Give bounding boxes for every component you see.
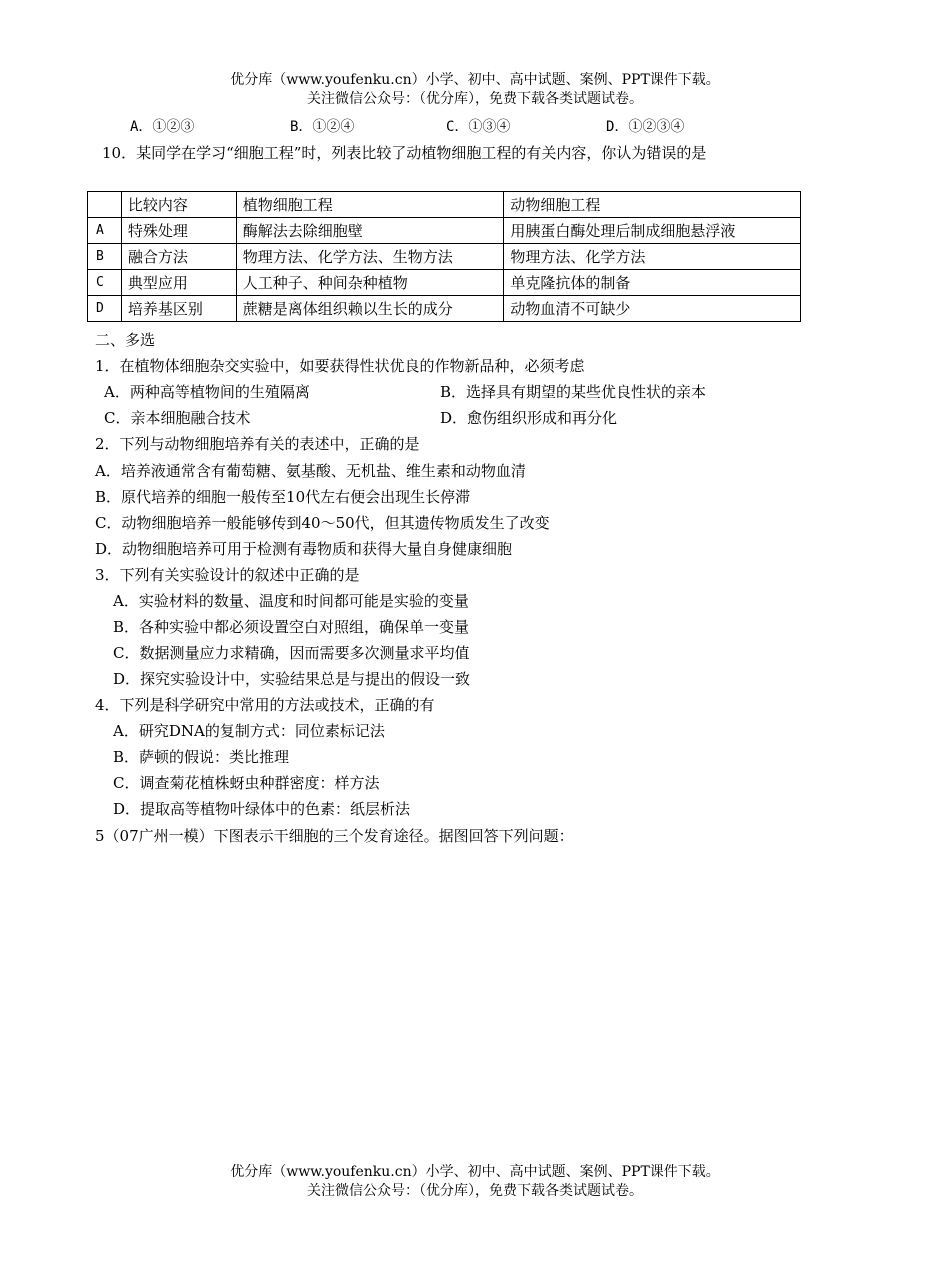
table-cell: B — [88, 244, 122, 270]
mq4-option-a: A．研究DNA的复制方式：同位素标记法 — [113, 722, 385, 740]
mq4-option-d: D．提取高等植物叶绿体中的色素：纸层析法 — [113, 800, 411, 818]
table-row — [88, 218, 801, 244]
table-cell: 特殊处理 — [121, 218, 236, 244]
q9-option-c: C．①③④ — [446, 119, 511, 135]
table-header-cell: 植物细胞工程 — [236, 192, 504, 218]
table-cell: 酶解法去除细胞壁 — [236, 218, 504, 244]
table-header-cell — [88, 192, 122, 218]
mq1-option-a: A．两种高等植物间的生殖隔离 — [104, 383, 310, 401]
table-cell: C — [88, 270, 122, 296]
q9-option-d: D．①②③④ — [606, 119, 685, 135]
table-row — [88, 296, 801, 322]
table-cell: 培养基区别 — [121, 296, 236, 322]
mq3-option-a: A．实验材料的数量、温度和时间都可能是实验的变量 — [113, 592, 469, 610]
mq4-stem: 4．下列是科学研究中常用的方法或技术，正确的有 — [95, 696, 435, 714]
mq3-option-c: C．数据测量应力求精确，因而需要多次测量求平均值 — [113, 644, 470, 662]
section-title: 二、多选 — [95, 331, 156, 349]
mq3-option-b: B．各种实验中都必须设置空白对照组，确保单一变量 — [113, 618, 470, 636]
q9-option-a: A．①②③ — [130, 119, 195, 135]
table-cell: D — [88, 296, 122, 322]
table-cell: 蔗糖是离体组织赖以生长的成分 — [236, 296, 504, 322]
mq1-option-d: D．愈伤组织形成和再分化 — [440, 409, 618, 427]
page-footer-line-2: 关注微信公众号：（优分库），免费下载各类试题试卷。 — [307, 1183, 643, 1199]
mq4-option-c: C．调查菊花植株蚜虫种群密度：样方法 — [113, 774, 380, 792]
mq3-option-d: D．探究实验设计中，实验结果总是与提出的假设一致 — [113, 670, 471, 688]
page-header-line-1: 优分库（www.youfenku.cn）小学、初中、高中试题、案例、PPT课件下载。 — [230, 72, 720, 88]
table-cell: 融合方法 — [121, 244, 236, 270]
table-header-cell: 比较内容 — [121, 192, 236, 218]
q9-option-b: B．①②④ — [290, 119, 355, 135]
q10-stem: 10．某同学在学习“细胞工程”时，列表比较了动植物细胞工程的有关内容，你认为错误的是 — [102, 144, 707, 162]
table-cell: 物理方法、化学方法 — [504, 244, 801, 270]
page-footer-line-1: 优分库（www.youfenku.cn）小学、初中、高中试题、案例、PPT课件下载。 — [230, 1164, 720, 1180]
mq2-option-b: B．原代培养的细胞一般传至10代左右便会出现生长停滞 — [95, 488, 471, 506]
mq5-stem: 5（07广州一模）下图表示干细胞的三个发育途径。据图回答下列问题： — [95, 827, 574, 845]
table-header-cell: 动物细胞工程 — [504, 192, 801, 218]
mq3-stem: 3．下列有关实验设计的叙述中正确的是 — [95, 566, 360, 584]
table-cell: 物理方法、化学方法、生物方法 — [236, 244, 504, 270]
mq2-stem: 2．下列与动物细胞培养有关的表述中，正确的是 — [95, 435, 420, 453]
mq1-option-b: B．选择具有期望的某些优良性状的亲本 — [440, 383, 707, 401]
table-row — [88, 244, 801, 270]
table-cell: 动物血清不可缺少 — [504, 296, 801, 322]
table-cell: 典型应用 — [121, 270, 236, 296]
table-cell: 用胰蛋白酶处理后制成细胞悬浮液 — [504, 218, 801, 244]
comparison-table — [87, 191, 801, 322]
mq4-option-b: B．萨顿的假说：类比推理 — [113, 748, 290, 766]
mq1-stem: 1．在植物体细胞杂交实验中，如要获得性状优良的作物新品种，必须考虑 — [95, 357, 585, 375]
table-cell: 人工种子、种间杂种植物 — [236, 270, 504, 296]
table-header-row — [88, 192, 801, 218]
page-header-line-2: 关注微信公众号：（优分库），免费下载各类试题试卷。 — [307, 91, 643, 107]
table-cell: A — [88, 218, 122, 244]
mq2-option-a: A．培养液通常含有葡萄糖、氨基酸、无机盐、维生素和动物血清 — [95, 462, 526, 480]
mq1-option-c: C．亲本细胞融合技术 — [104, 409, 251, 427]
table-cell: 单克隆抗体的制备 — [504, 270, 801, 296]
mq2-option-d: D．动物细胞培养可用于检测有毒物质和获得大量自身健康细胞 — [95, 540, 513, 558]
mq2-option-c: C．动物细胞培养一般能够传到40～50代，但其遗传物质发生了改变 — [95, 514, 550, 532]
table-row — [88, 270, 801, 296]
